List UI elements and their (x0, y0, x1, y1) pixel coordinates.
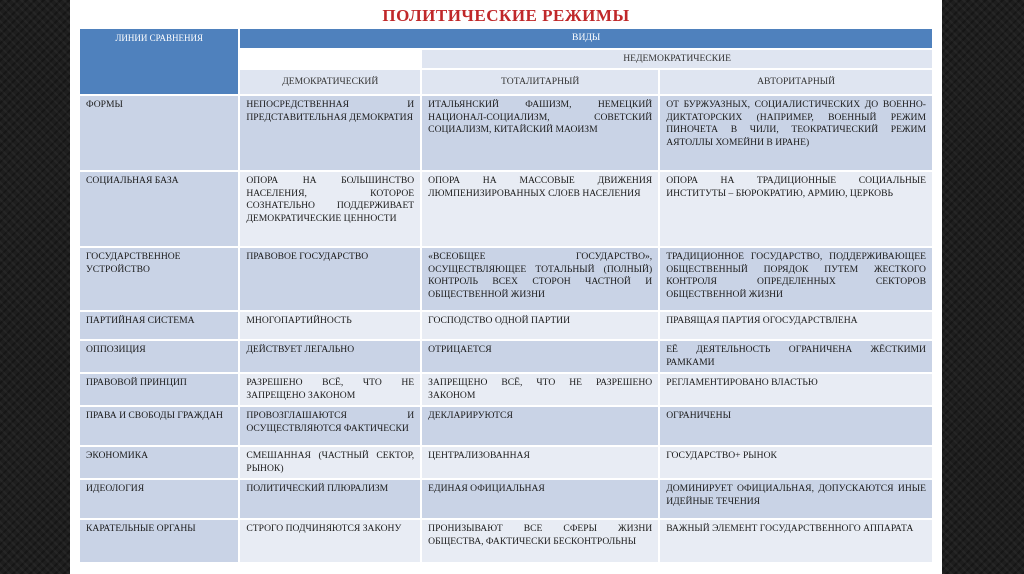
table-row (80, 407, 932, 445)
header-democratic: ДЕМОКРАТИЧЕСКИЙ (240, 70, 420, 94)
cell-totalitarian: ПРОНИЗЫВАЮТ ВСЕ СФЕРЫ ЖИЗНИ ОБЩЕСТВА, ФАКТИЧЕСКИ БЕСКОНТРОЛЬНЫ (422, 520, 658, 562)
table-row (80, 172, 932, 246)
cell-authoritarian: ОПОРА НА ТРАДИЦИОННЫЕ СОЦИАЛЬНЫЕ ИНСТИТУТЫ – БЮРОКРАТИЮ, АРМИЮ, ЦЕРКОВЬ (660, 172, 932, 246)
cell-totalitarian: «ВСЕОБЩЕЕ ГОСУДАРСТВО», ОСУЩЕСТВЛЯЮЩЕЕ ТОТАЛЬНЫЙ (ПОЛНЫЙ) КОНТРОЛЬ ВСЕХ СТОРОН ЧАСТНОЙ И ОБЩЕСТВЕННОЙ ЖИЗНИ (422, 248, 658, 310)
cell-democratic: СМЕШАННАЯ (ЧАСТНЫЙ СЕКТОР, РЫНОК) (240, 447, 420, 478)
cell-democratic: СТРОГО ПОДЧИНЯЮТСЯ ЗАКОНУ (240, 520, 420, 562)
row-label: КАРАТЕЛЬНЫЕ ОРГАНЫ (80, 520, 238, 562)
cell-authoritarian: ТРАДИЦИОННОЕ ГОСУДАРСТВО, ПОДДЕРЖИВАЮЩЕЕ ОБЩЕСТВЕННЫЙ ПОРЯДОК ПУТЕМ ЖЕСТКОГО КОНТРОЛЯ ОПРЕДЕЛЕННЫХ СЕКТОРОВ ОБЩЕСТВЕННОЙ ЖИЗНИ (660, 248, 932, 310)
header-authoritarian: АВТОРИТАРНЫЙ (660, 70, 932, 94)
cell-democratic: НЕПОСРЕДСТВЕННАЯ И ПРЕДСТАВИТЕЛЬНАЯ ДЕМОКРАТИЯ (240, 96, 420, 170)
header-empty-cell (240, 50, 420, 69)
cell-totalitarian: ГОСПОДСТВО ОДНОЙ ПАРТИИ (422, 312, 658, 339)
cell-democratic: ПРОВОЗГЛАШАЮТСЯ И ОСУЩЕСТВЛЯЮТСЯ ФАКТИЧЕСКИ (240, 407, 420, 445)
cell-democratic: РАЗРЕШЕНО ВСЁ, ЧТО НЕ ЗАПРЕЩЕНО ЗАКОНОМ (240, 374, 420, 405)
row-label: ЭКОНОМИКА (80, 447, 238, 478)
row-label: ГОСУДАРСТВЕННОЕ УСТРОЙСТВО (80, 248, 238, 310)
table-row (80, 447, 932, 478)
cell-authoritarian: РЕГЛАМЕНТИРОВАНО ВЛАСТЬЮ (660, 374, 932, 405)
row-label: ОППОЗИЦИЯ (80, 341, 238, 372)
cell-totalitarian: ЦЕНТРАЛИЗОВАННАЯ (422, 447, 658, 478)
cell-democratic: ПРАВОВОЕ ГОСУДАРСТВО (240, 248, 420, 310)
comparison-table (78, 27, 934, 564)
table-row (80, 520, 932, 562)
row-label: СОЦИАЛЬНАЯ БАЗА (80, 172, 238, 246)
cell-authoritarian: ПРАВЯЩАЯ ПАРТИЯ ОГОСУДАРСТВЛЕНА (660, 312, 932, 339)
row-label: ПРАВОВОЙ ПРИНЦИП (80, 374, 238, 405)
cell-democratic: ПОЛИТИЧЕСКИЙ ПЛЮРАЛИЗМ (240, 480, 420, 518)
cell-authoritarian: ВАЖНЫЙ ЭЛЕМЕНТ ГОСУДАРСТВЕННОГО АППАРАТА (660, 520, 932, 562)
header-types: ВИДЫ (240, 29, 932, 48)
row-label: ФОРМЫ (80, 96, 238, 170)
table-row (80, 248, 932, 310)
slide (70, 0, 942, 574)
cell-authoritarian: ЕЁ ДЕЯТЕЛЬНОСТЬ ОГРАНИЧЕНА ЖЁСТКИМИ РАМКАМИ (660, 341, 932, 372)
cell-totalitarian: ЕДИНАЯ ОФИЦИАЛЬНАЯ (422, 480, 658, 518)
cell-democratic: МНОГОПАРТИЙНОСТЬ (240, 312, 420, 339)
cell-totalitarian: ОПОРА НА МАССОВЫЕ ДВИЖЕНИЯ ЛЮМПЕНИЗИРОВАННЫХ СЛОЕВ НАСЕЛЕНИЯ (422, 172, 658, 246)
cell-democratic: ДЕЙСТВУЕТ ЛЕГАЛЬНО (240, 341, 420, 372)
cell-authoritarian: ОТ БУРЖУАЗНЫХ, СОЦИАЛИСТИЧЕСКИХ ДО ВОЕННО-ДИКТАТОРСКИХ (НАПРИМЕР, ВОЕННЫЙ РЕЖИМ ПИНОЧЕТА В ЧИЛИ, ТЕОКРАТИЧЕСКИЙ РЕЖИМ АЯТОЛЛЫ ХОМЕЙНИ В ИРАНЕ) (660, 96, 932, 170)
table-row (80, 374, 932, 405)
table-body (80, 96, 932, 562)
row-label: ИДЕОЛОГИЯ (80, 480, 238, 518)
row-label: ПРАВА И СВОБОДЫ ГРАЖДАН (80, 407, 238, 445)
cell-authoritarian: ОГРАНИЧЕНЫ (660, 407, 932, 445)
row-label: ПАРТИЙНАЯ СИСТЕМА (80, 312, 238, 339)
table-row (80, 480, 932, 518)
cell-totalitarian: ОТРИЦАЕТСЯ (422, 341, 658, 372)
slide-title: ПОЛИТИЧЕСКИЕ РЕЖИМЫ (382, 6, 630, 25)
cell-totalitarian: ДЕКЛАРИРУЮТСЯ (422, 407, 658, 445)
cell-totalitarian: ЗАПРЕЩЕНО ВСЁ, ЧТО НЕ РАЗРЕШЕНО ЗАКОНОМ (422, 374, 658, 405)
table-row (80, 96, 932, 170)
header-nondemocratic: НЕДЕМОКРАТИЧЕСКИЕ (422, 50, 932, 69)
cell-totalitarian: ИТАЛЬЯНСКИЙ ФАШИЗМ, НЕМЕЦКИЙ НАЦИОНАЛ-СОЦИАЛИЗМ, СОВЕТСКИЙ СОЦИАЛИЗМ, КИТАЙСКИЙ МАОИЗМ (422, 96, 658, 170)
header-lines-of-comparison: ЛИНИИ СРАВНЕНИЯ (80, 29, 238, 94)
cell-democratic: ОПОРА НА БОЛЬШИНСТВО НАСЕЛЕНИЯ, КОТОРОЕ СОЗНАТЕЛЬНО ПОДДЕРЖИВАЕТ ДЕМОКРАТИЧЕСКИЕ ЦЕННОСТИ (240, 172, 420, 246)
cell-authoritarian: ДОМИНИРУЕТ ОФИЦИАЛЬНАЯ, ДОПУСКАЮТСЯ ИНЫЕ ИДЕЙНЫЕ ТЕЧЕНИЯ (660, 480, 932, 518)
table-row (80, 341, 932, 372)
cell-authoritarian: ГОСУДАРСТВО+ РЫНОК (660, 447, 932, 478)
table-row (80, 312, 932, 339)
header-totalitarian: ТОТАЛИТАРНЫЙ (422, 70, 658, 94)
